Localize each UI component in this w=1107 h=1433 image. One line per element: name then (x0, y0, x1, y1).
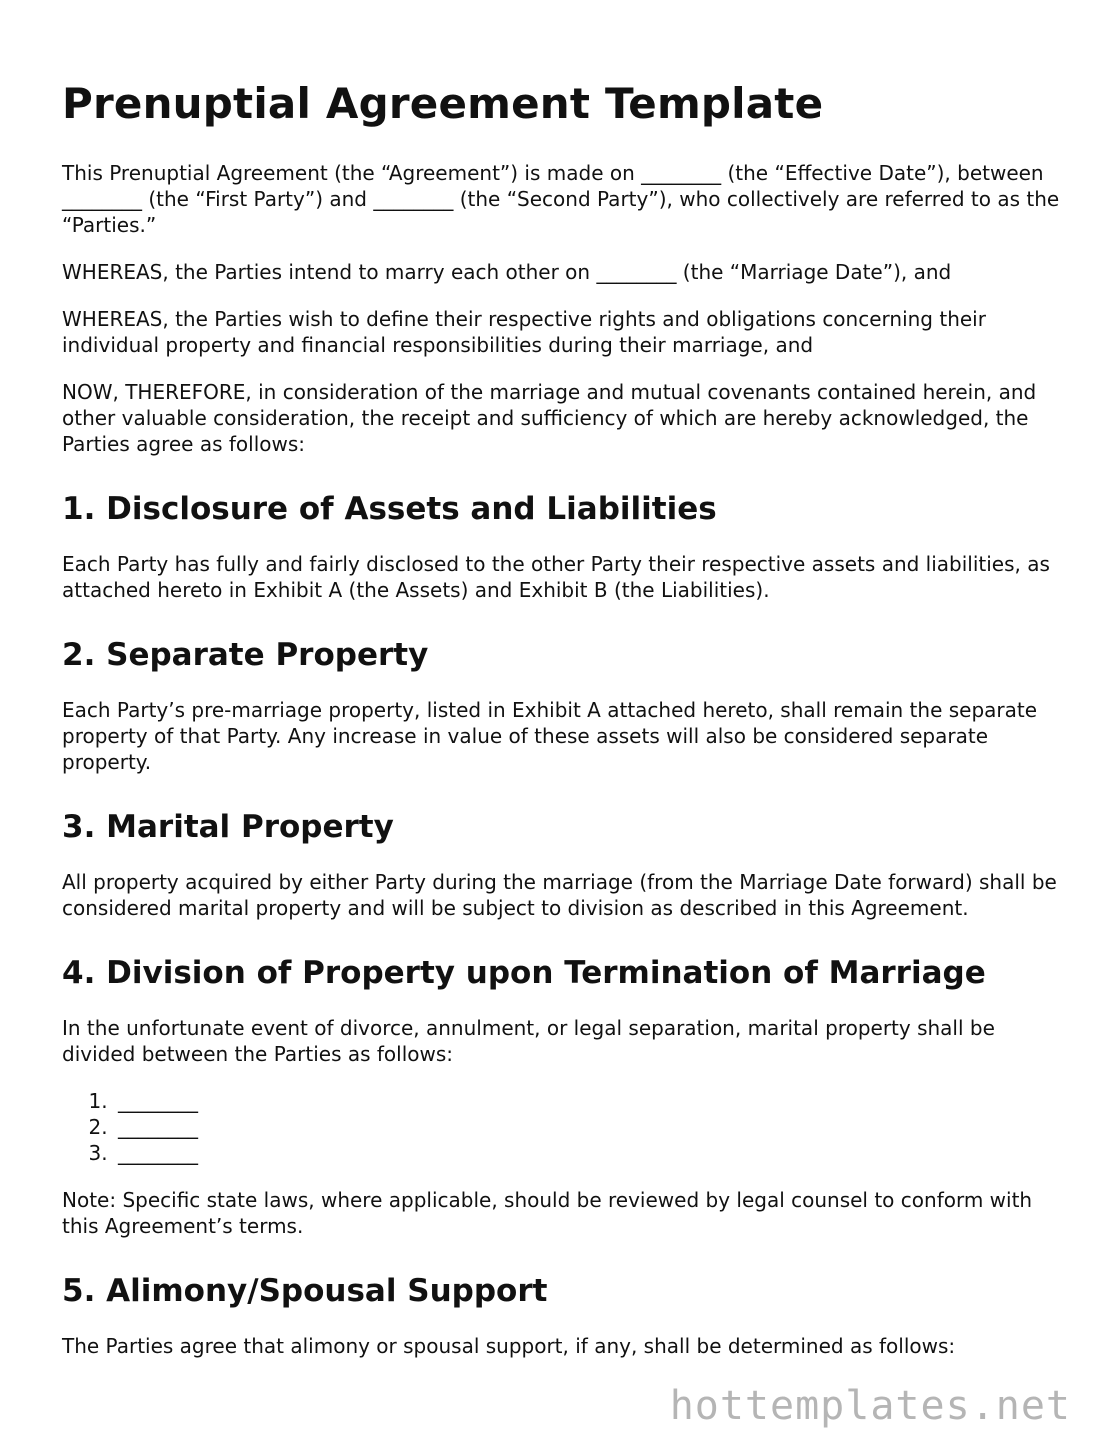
intro-paragraph-4: NOW, THEREFORE, in consideration of the marriage and mutual covenants contained herein, and other valuable consideration, the receipt and sufficiency of which are hereby acknowledged, the Parties agree as follows: (62, 380, 1037, 456)
list-item: 3. ________ (114, 1140, 1062, 1166)
section-heading-1: 1. Disclosure of Assets and Liabilities (62, 491, 717, 527)
document-page (62, 78, 1062, 1380)
section-body-5: The Parties agree that alimony or spousal support, if any, shall be determined as follows: (62, 1334, 956, 1358)
list-item: 2. ________ (114, 1114, 1062, 1140)
intro-paragraph-3: WHEREAS, the Parties wish to define their respective rights and obligations concerning their individual property and financial responsibilities during their marriage, and (62, 307, 986, 357)
section-body-3: All property acquired by either Party during the marriage (from the Marriage Date forward) shall be considered marital property and will be subject to division as described in this Agreement. (62, 870, 1057, 920)
section-heading-5: 5. Alimony/Spousal Support (62, 1273, 548, 1309)
list-item: 1. ________ (114, 1088, 1062, 1114)
intro-paragraph-1: This Prenuptial Agreement (the “Agreement”) is made on ________ (the “Effective Date”), between ________ (the “First Party”) and ________ (the “Second Party”), who collectively are referred to as the “Parties.” (62, 161, 1060, 237)
division-list (62, 1088, 1062, 1166)
document-title: Prenuptial Agreement Template (62, 79, 824, 128)
intro-paragraph-2: WHEREAS, the Parties intend to marry each other on ________ (the “Marriage Date”), and (62, 260, 952, 284)
section-heading-2: 2. Separate Property (62, 637, 429, 673)
section-body-1: Each Party has fully and fairly disclosed to the other Party their respective assets and liabilities, as attached hereto in Exhibit A (the Assets) and Exhibit B (the Liabilities). (62, 552, 1050, 602)
section-heading-3: 3. Marital Property (62, 809, 394, 845)
watermark: hottemplates.net (669, 1383, 1071, 1429)
section-body-4: In the unfortunate event of divorce, annulment, or legal separation, marital property shall be divided between the Parties as follows: (62, 1016, 995, 1066)
section-note-4: Note: Specific state laws, where applicable, should be reviewed by legal counsel to conform with this Agreement’s terms. (62, 1188, 1033, 1238)
section-body-2: Each Party’s pre-marriage property, listed in Exhibit A attached hereto, shall remain the separate property of that Party. Any increase in value of these assets will also be considered separate property. (62, 698, 1038, 774)
section-heading-4: 4. Division of Property upon Termination of Marriage (62, 955, 986, 991)
